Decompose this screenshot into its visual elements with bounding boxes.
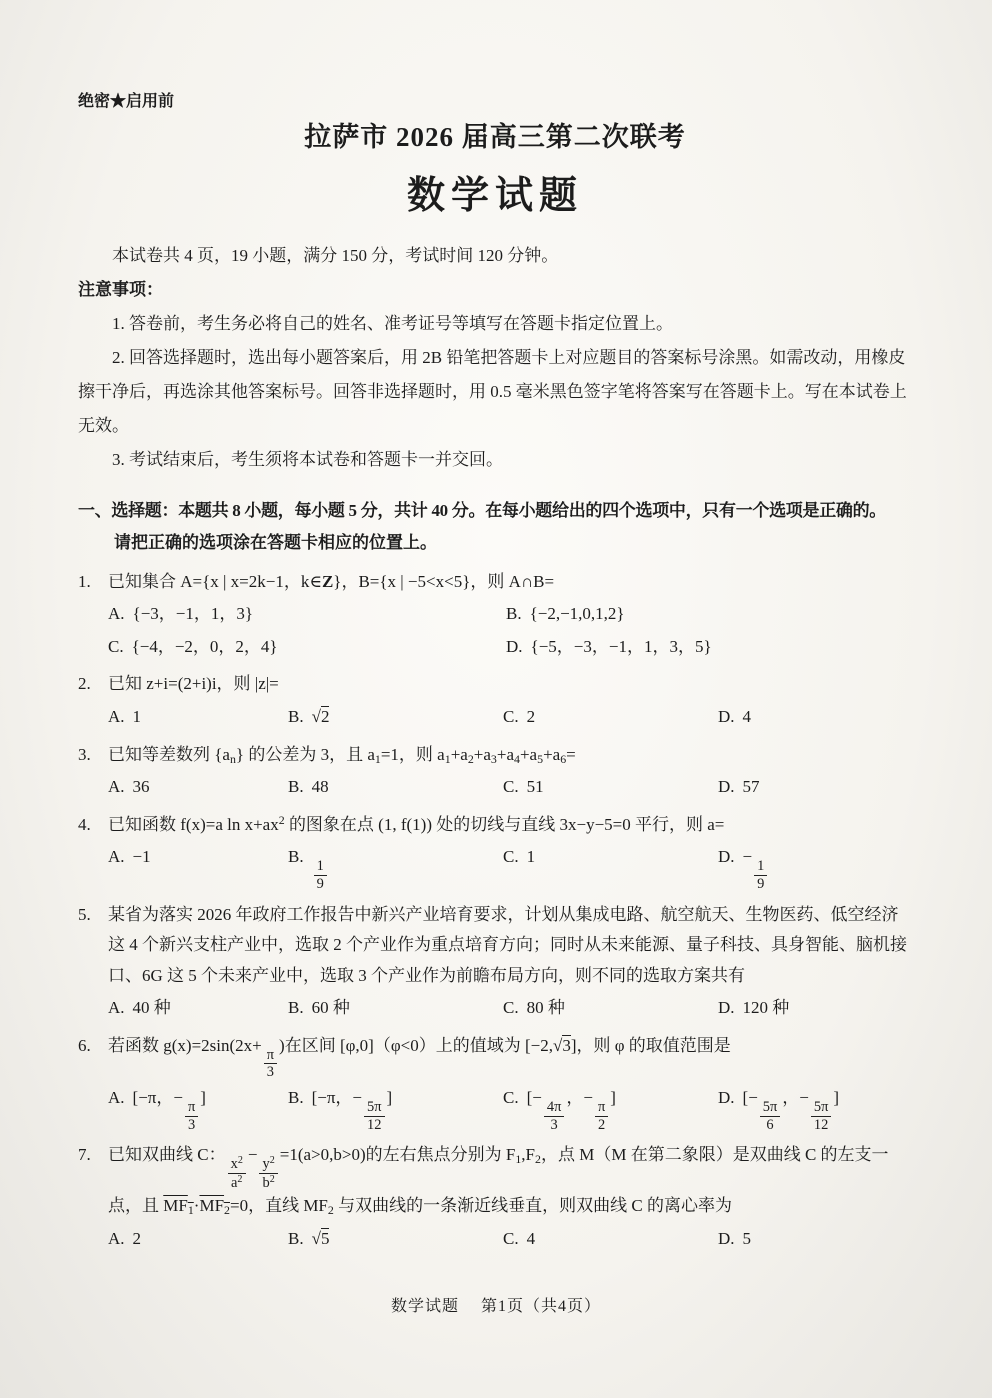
option-value: − $\frac{1}{9}$ [743, 847, 770, 866]
question-4-option-b [288, 842, 503, 892]
option-label: D. [718, 777, 735, 797]
option-value: 4 [526, 1228, 536, 1248]
option-label: A. [108, 777, 125, 797]
question-2-option-c [503, 702, 718, 733]
question-6-number: 6. [78, 1035, 91, 1055]
question-2-option-a [108, 702, 288, 733]
notice-item-3: 3. 考试结束后，考生须将本试卷和答题卡一并交回。 [112, 450, 503, 469]
question-6 [78, 1031, 912, 1133]
option-value: [−π，− $\frac{5\pi}{12}$ ] [311, 1088, 393, 1133]
option-label: B. [288, 777, 304, 797]
option-label: A. [108, 1088, 125, 1108]
question-2-option-d [718, 702, 912, 733]
question-7-option-b [288, 1224, 503, 1255]
question-1 [78, 567, 912, 663]
option-value: 1 [132, 706, 142, 726]
question-2-option-b [288, 702, 503, 733]
option-value: 4 [742, 706, 752, 726]
question-5-option-c [503, 993, 718, 1024]
option-label: B. [288, 998, 304, 1018]
question-3-text: 已知等差数列 $\{a_n\}$ 的公差为 3，且 $a_1=1$，则 $a_1+a_2+a_3+a_4+a_5+a_6=$ [108, 744, 576, 766]
question-1-option-d [506, 632, 912, 663]
option-value: {−3，−1，1，3} [132, 604, 254, 624]
notice-item-2: 2. 回答选择题时，选出每小题答案后，用 2B 铅笔把答题卡上对应题目的答案标号涂黑。如需改动，用橡皮擦干净后，再选涂其他答案标号。回答非选择题时，用 0.5 毫米黑色签字笔将答案写在答题卡上。写在本试卷上无效。 [78, 348, 907, 435]
section-heading-line2: 请把正确的选项涂在答题卡相应的位置上。 [114, 533, 437, 553]
question-6-option-d [718, 1083, 912, 1133]
question-5-options [78, 993, 912, 1024]
question-1-stem [78, 567, 912, 598]
option-value: 57 [742, 777, 760, 797]
option-label: C. [503, 1228, 519, 1248]
question-7-number: 7. [78, 1145, 91, 1165]
question-3-number: 3. [78, 744, 91, 764]
question-5 [78, 900, 912, 1024]
question-4-options [78, 842, 912, 892]
question-1-option-b [506, 599, 912, 630]
question-1-options [78, 599, 912, 662]
question-7-option-d [718, 1224, 912, 1255]
question-3-option-c [503, 772, 718, 803]
option-value: 48 [311, 777, 329, 797]
question-7-stem [78, 1140, 912, 1222]
option-value: [− $\frac{4\pi}{3}$ ，− $\frac{\pi}{2}$ ] [526, 1088, 616, 1133]
option-value: −1 [132, 847, 151, 867]
option-label: C. [503, 706, 519, 726]
option-value: [− $\frac{5\pi}{6}$ ，− $\frac{5\pi}{12}$ ] [742, 1088, 840, 1133]
question-3-stem [78, 740, 912, 771]
option-label: B. [506, 604, 522, 624]
question-6-stem [78, 1031, 912, 1081]
question-4 [78, 810, 912, 893]
question-4-stem [78, 810, 912, 841]
option-label: D. [718, 706, 735, 726]
question-5-stem [78, 900, 912, 992]
question-2-options [78, 702, 912, 733]
question-3-option-a [108, 772, 288, 803]
question-6-options [78, 1083, 912, 1133]
option-label: B. [288, 1228, 304, 1248]
question-7-option-a [108, 1224, 288, 1255]
question-2 [78, 669, 912, 732]
question-1-number: 1. [78, 571, 91, 591]
question-5-number: 5. [78, 904, 91, 924]
option-label: D. [506, 636, 523, 656]
question-4-option-c [503, 842, 718, 892]
option-value: {−2,−1,0,1,2} [529, 604, 625, 624]
option-value: 2 [526, 706, 536, 726]
option-label: A. [108, 1228, 125, 1248]
question-5-option-b [288, 993, 503, 1024]
question-4-option-d [718, 842, 912, 892]
option-label: D. [718, 1088, 735, 1108]
option-value: 80 种 [526, 998, 565, 1018]
option-value: 36 [132, 777, 150, 797]
option-value: 2 [132, 1228, 142, 1248]
option-label: B. [288, 1088, 304, 1108]
question-7 [78, 1140, 912, 1254]
option-value: 5 [742, 1228, 752, 1248]
question-4-text: 已知函数 f(x)=a $\ln x+ax^2$ 的图象在点 (1, f(1)) 处的切线与直线 3x−y−5=0 平行，则 a= [108, 812, 725, 834]
question-7-options [78, 1224, 912, 1255]
question-4-number: 4. [78, 814, 91, 834]
question-5-text: 某省为落实 2026 年政府工作报告中新兴产业培育要求，计划从集成电路、航空航天、生物医药、低空经济这 4 个新兴支柱产业中，选取 2 个产业作为重点培育方向；同时从未来能源、量子科技、具身智能、脑机接口、6G 这 5 个未来产业中，选取 3 个产业作为前瞻布局方向，则不同的选取方案共有 [108, 904, 907, 985]
option-value: √5 [311, 1228, 330, 1248]
question-7-option-c [503, 1224, 718, 1255]
option-label: A. [108, 706, 125, 726]
question-1-text: 已知集合 A={x | x=2k−1，k∈Z}，B={x | −5<x<5}，则 A∩B= [108, 571, 555, 591]
classification-label: 绝密★启用前 [78, 93, 175, 110]
page-footer: 数学试题 第1页（共4页） [390, 1298, 601, 1315]
question-7-text: 已知双曲线 C： $\frac{x^2}{a^2}$ − $\frac{y^2}{b^2}$ =1(a>0,b>0)的左右焦点分别为 $F_1,F_2$，点 M（M 在第二象限）是双曲线 C 的左支一点，且 $MF_1\cdot MF_2=0$，直线 $MF_2$ 与双曲线的一条渐近线垂直，则双曲线 C 的离心率为 [108, 1145, 889, 1218]
question-6-option-b [288, 1083, 503, 1133]
notice-item-1: 1. 答卷前，考生务必将自己的姓名、准考证号等填写在答题卡指定位置上。 [112, 314, 673, 333]
option-label: C. [503, 998, 519, 1018]
question-4-option-a [108, 842, 288, 892]
question-3-option-d [718, 772, 912, 803]
section-heading-line1: 一、选择题：本题共 8 小题，每小题 5 分，共计 40 分。在每小题给出的四个选项中，只有一个选项是正确的。 [78, 501, 886, 520]
option-label: C. [503, 847, 519, 867]
option-value: 60 种 [311, 998, 350, 1018]
option-value: 1 [526, 847, 536, 867]
question-5-option-a [108, 993, 288, 1024]
notice-heading: 注意事项： [78, 280, 163, 299]
option-label: C. [503, 1088, 519, 1108]
option-value: 40 种 [132, 998, 171, 1018]
option-value: {−4，−2，0，2，4} [131, 636, 278, 656]
paper-info: 本试卷共 4 页，19 小题，满分 150 分，考试时间 120 分钟。 [112, 246, 559, 265]
question-3 [78, 740, 912, 803]
question-3-option-b [288, 772, 503, 803]
question-2-text: 已知 z+i=(2+i)i，则 |z|= [108, 674, 279, 694]
option-value: 120 种 [742, 998, 790, 1018]
question-1-option-c [108, 632, 506, 663]
question-6-option-a [108, 1083, 288, 1133]
option-label: A. [108, 604, 125, 624]
question-2-stem [78, 669, 912, 700]
option-label: D. [718, 847, 735, 867]
section-heading [78, 495, 912, 560]
option-value: √2 [311, 706, 330, 726]
option-label: D. [718, 1228, 735, 1248]
question-6-text: 若函数 g(x)=2sin(2x+ $\frac{\pi}{3}$ )在区间 [φ,0]（φ<0）上的值域为 [−2,√3]，则 φ 的取值范围是 [108, 1035, 731, 1081]
question-1-option-a [108, 599, 506, 630]
option-value: 51 [526, 777, 544, 797]
option-label: A. [108, 847, 125, 867]
option-value: $\frac{1}{9}$ [312, 847, 329, 866]
exam-title: 拉萨市 2026 届高三第二次联考 [304, 122, 686, 152]
question-2-number: 2. [78, 674, 91, 694]
option-label: B. [288, 847, 304, 867]
question-3-options [78, 772, 912, 803]
option-label: C. [108, 636, 124, 656]
question-5-option-d [718, 993, 912, 1024]
option-label: A. [108, 998, 125, 1018]
subject-title: 数学试题 [406, 175, 583, 217]
option-label: D. [718, 998, 735, 1018]
question-6-option-c [503, 1083, 718, 1133]
option-label: B. [288, 706, 304, 726]
option-value: [−π，− $\frac{\pi}{3}$ ] [132, 1088, 206, 1133]
option-label: C. [503, 777, 519, 797]
option-value: {−5，−3，−1，1，3，5} [530, 636, 712, 656]
